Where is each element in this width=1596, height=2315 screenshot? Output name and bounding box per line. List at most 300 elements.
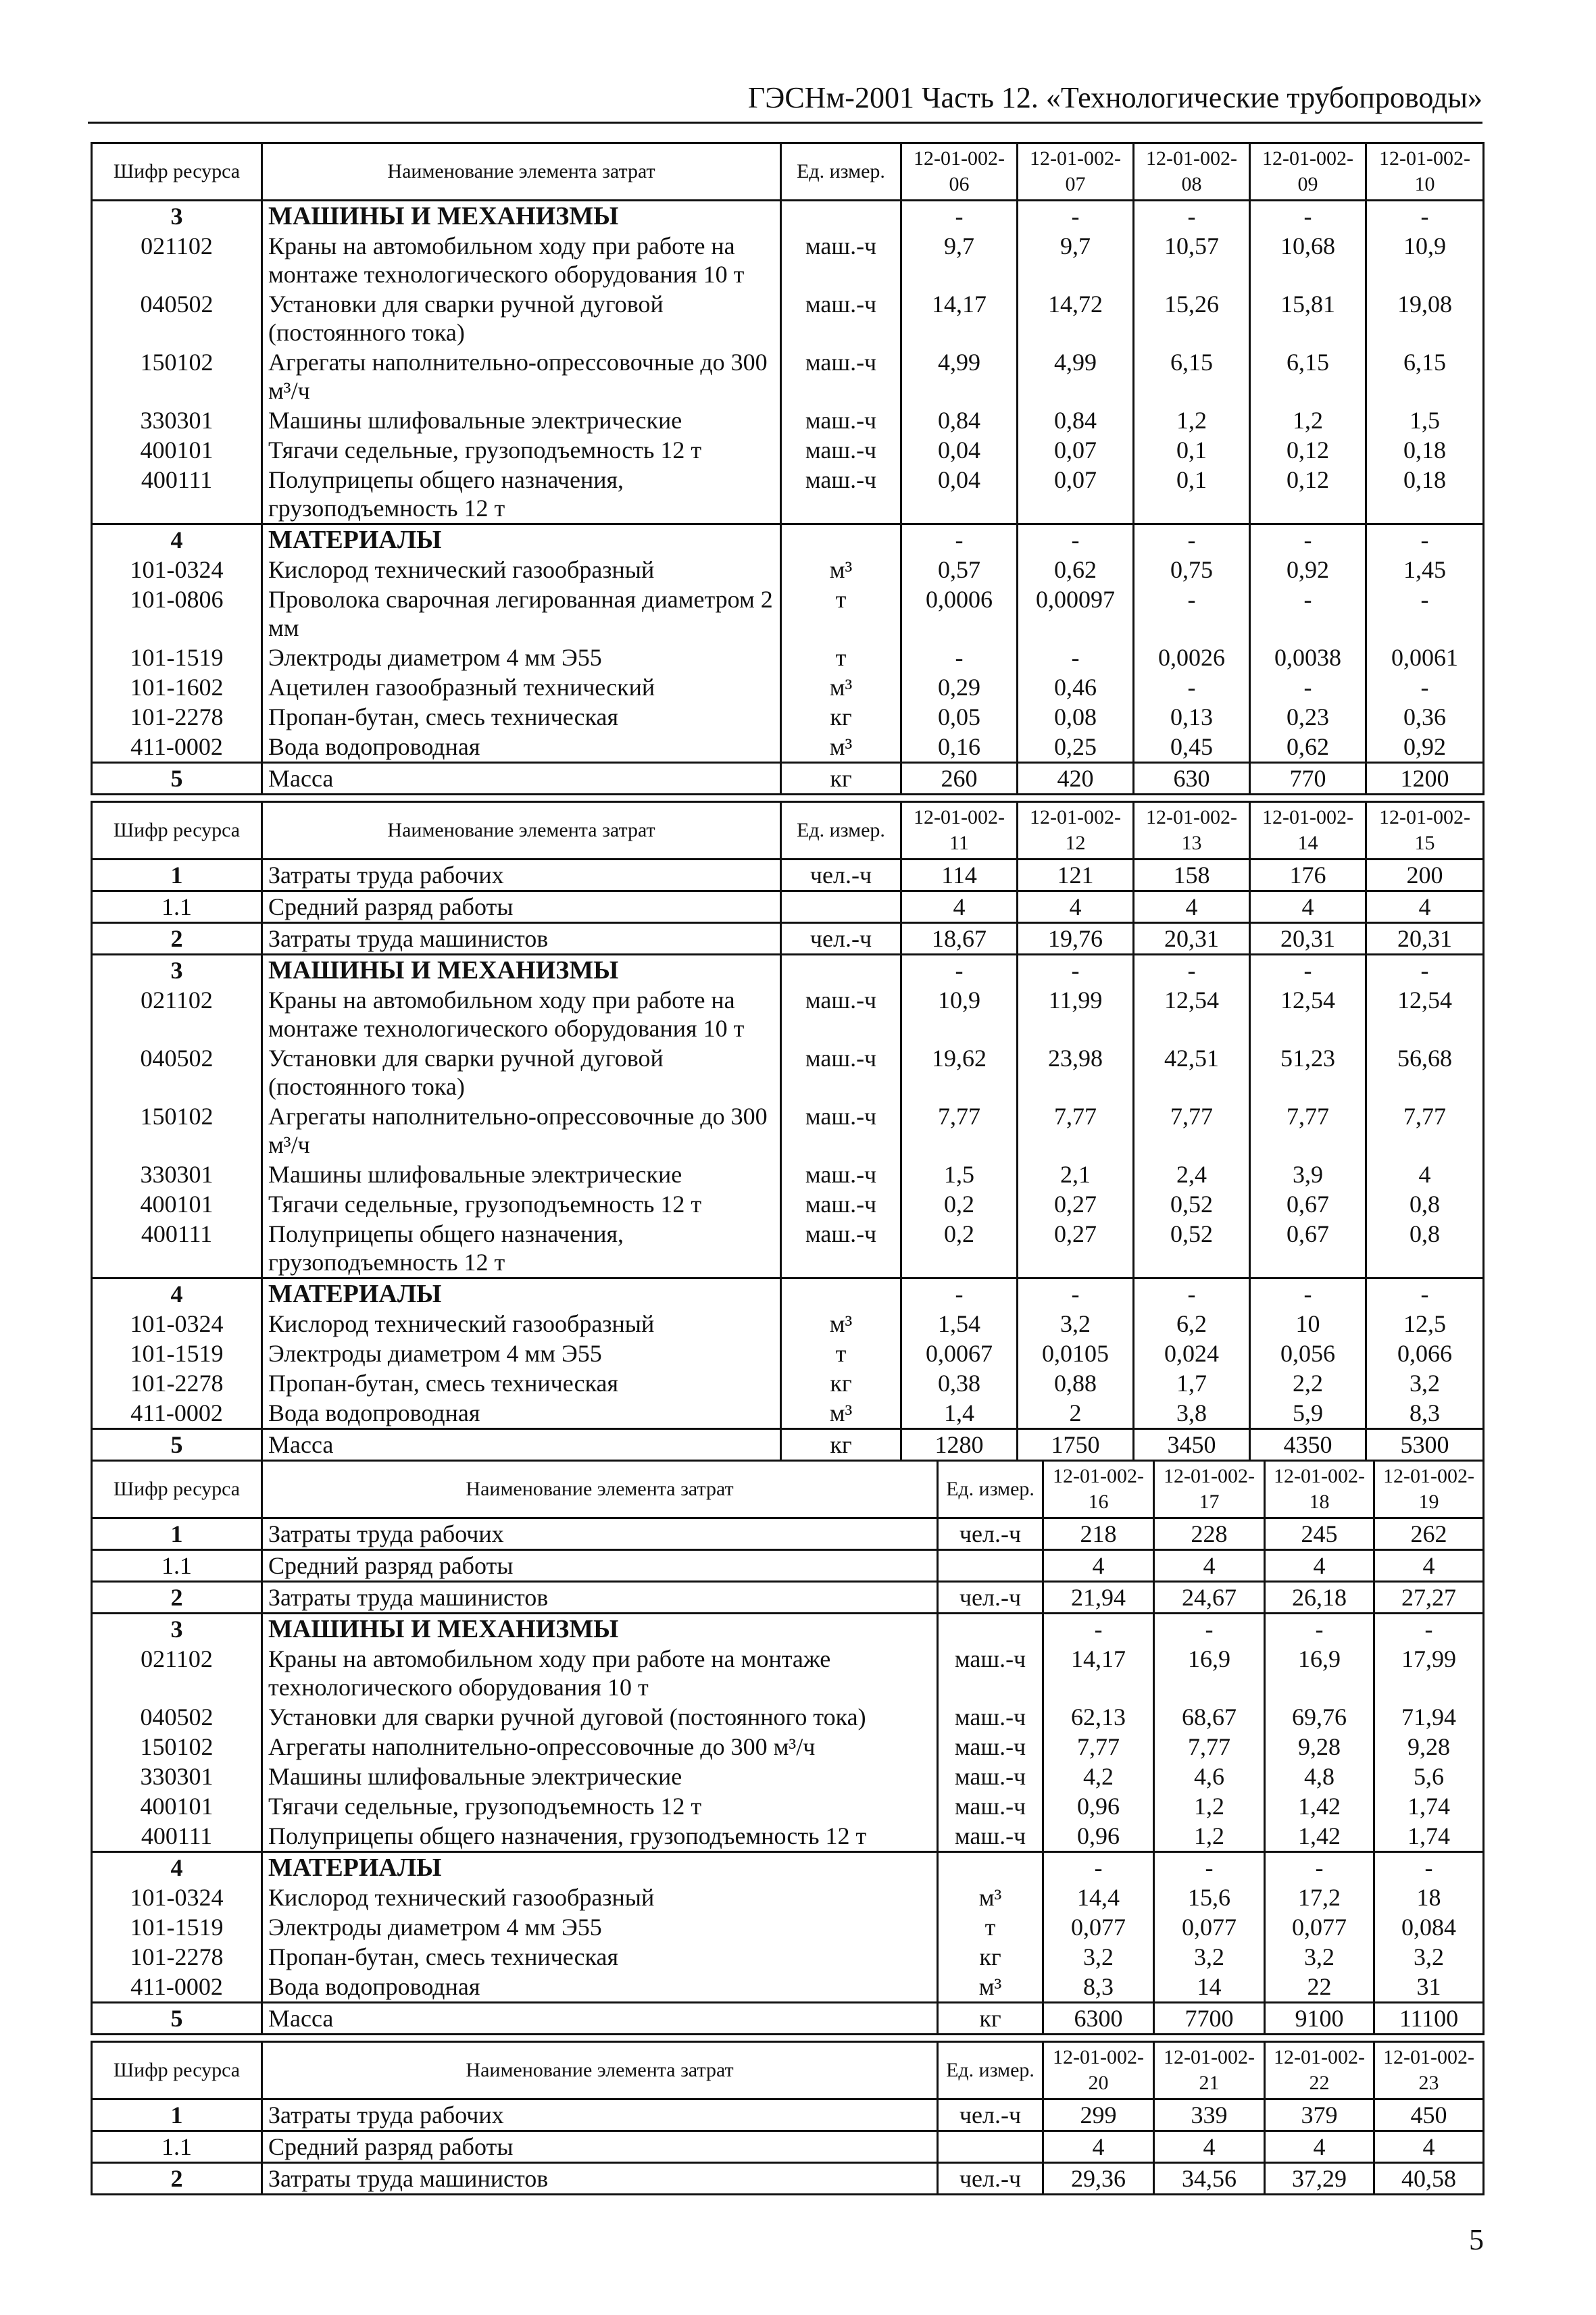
unit: кг — [938, 1942, 1043, 1972]
resource-code: 101-1519 — [92, 1912, 262, 1942]
resource-code: 101-2278 — [92, 1368, 262, 1398]
norm-value: 14,4 — [1043, 1883, 1154, 1912]
resource-code: 1 — [92, 1518, 262, 1550]
unit — [938, 2131, 1043, 2163]
norm-value: 0,05 — [901, 702, 1018, 732]
norm-value: - — [1018, 1278, 1134, 1310]
norm-value: 20,31 — [1250, 923, 1366, 955]
unit: м³ — [781, 732, 901, 763]
norm-value: 17,99 — [1374, 1644, 1484, 1702]
norm-value: 0,18 — [1366, 435, 1484, 465]
norm-value: - — [1134, 1278, 1250, 1310]
resource-code: 150102 — [92, 1101, 262, 1160]
norm-value: 158 — [1134, 860, 1250, 891]
unit: маш.-ч — [781, 231, 901, 289]
norm-value: 0,29 — [901, 672, 1018, 702]
cost-element-name: Краны на автомобильном ходу при работе на монтаже технологического оборудования 10 т — [262, 231, 781, 289]
cost-element-name: Электроды диаметром 4 мм Э55 — [262, 1339, 781, 1368]
unit: кг — [781, 763, 901, 795]
header-norm-code: 12-01-002-18 — [1265, 1461, 1374, 1518]
norm-value: 0,0067 — [901, 1339, 1018, 1368]
norm-value: 7,77 — [1018, 1101, 1134, 1160]
unit: чел.-ч — [781, 923, 901, 955]
unit: м³ — [781, 1309, 901, 1339]
cost-element-name: Затраты труда рабочих — [262, 1518, 938, 1550]
norm-value: 8,3 — [1043, 1972, 1154, 2003]
norm-value: 228 — [1154, 1518, 1265, 1550]
norm-value: 3,2 — [1374, 1942, 1484, 1972]
norm-value: - — [1366, 584, 1484, 643]
unit — [781, 891, 901, 923]
resource-code: 2 — [92, 2163, 262, 2195]
norm-value: 23,98 — [1018, 1043, 1134, 1101]
norm-value: 0,45 — [1134, 732, 1250, 763]
norm-value: 4,99 — [901, 347, 1018, 405]
norm-value: 18,67 — [901, 923, 1018, 955]
norm-value: 0,88 — [1018, 1368, 1134, 1398]
norm-value: 6,15 — [1134, 347, 1250, 405]
unit: чел.-ч — [781, 860, 901, 891]
norm-value: 12,54 — [1134, 985, 1250, 1043]
header-norm-code: 12-01-002-20 — [1043, 2042, 1154, 2099]
resource-code: 101-0324 — [92, 1883, 262, 1912]
header-norm-code: 12-01-002-15 — [1366, 802, 1484, 860]
norm-value: 3,9 — [1250, 1160, 1366, 1189]
norm-value: 9,7 — [901, 231, 1018, 289]
unit: чел.-ч — [938, 1582, 1043, 1614]
norm-value: - — [1134, 201, 1250, 232]
cost-element-name: Пропан-бутан, смесь техническая — [262, 1942, 938, 1972]
norm-value: 6,2 — [1134, 1309, 1250, 1339]
table-header-row — [92, 2042, 1484, 2099]
norm-value: 0,27 — [1018, 1219, 1134, 1278]
norm-value: 0,8 — [1366, 1219, 1484, 1278]
norm-value: 4 — [1366, 1160, 1484, 1189]
cost-element-name: Установки для сварки ручной дуговой (постоянного тока) — [262, 1043, 781, 1101]
resource-code: 5 — [92, 1429, 262, 1461]
cost-element-name: Полуприцепы общего назначения, грузоподъемность 12 т — [262, 465, 781, 524]
norm-value: 0,0105 — [1018, 1339, 1134, 1368]
norm-value: 450 — [1374, 2099, 1484, 2131]
unit: маш.-ч — [938, 1702, 1043, 1732]
cost-element-name: Кислород технический газообразный — [262, 1883, 938, 1912]
norm-value: - — [1250, 1278, 1366, 1310]
norm-value: 3,8 — [1134, 1398, 1250, 1429]
table-header-row — [92, 143, 1484, 201]
norm-value: 9100 — [1265, 2003, 1374, 2035]
norm-value: 0,077 — [1154, 1912, 1265, 1942]
norm-value: 0,077 — [1265, 1912, 1374, 1942]
norm-value: 22 — [1265, 1972, 1374, 2003]
resource-code: 040502 — [92, 289, 262, 347]
cost-element-name: Машины шлифовальные электрические — [262, 1762, 938, 1791]
unit: т — [781, 584, 901, 643]
unit — [781, 955, 901, 986]
norm-value: 0,18 — [1366, 465, 1484, 524]
table-row — [92, 1821, 1484, 1852]
norm-value: 0,16 — [901, 732, 1018, 763]
resource-code: 2 — [92, 923, 262, 955]
norm-value: 0,1 — [1134, 435, 1250, 465]
table-row — [92, 2131, 1484, 2163]
resource-code: 101-0324 — [92, 1309, 262, 1339]
table-row — [92, 1582, 1484, 1614]
cost-element-name: Электроды диаметром 4 мм Э55 — [262, 1912, 938, 1942]
norm-value: - — [1366, 201, 1484, 232]
norm-value: 4 — [1043, 2131, 1154, 2163]
norm-value: - — [901, 524, 1018, 555]
table-row — [92, 1852, 1484, 1883]
norm-value: 0,00097 — [1018, 584, 1134, 643]
unit: т — [938, 1912, 1043, 1942]
cost-element-name: Полуприцепы общего назначения, грузоподъемность 12 т — [262, 1219, 781, 1278]
resource-code: 400101 — [92, 1791, 262, 1821]
table-row — [92, 643, 1484, 672]
header-norm-code: 12-01-002-17 — [1154, 1461, 1265, 1518]
header-unit: Ед. измер. — [938, 1461, 1043, 1518]
header-norm-code: 12-01-002-21 — [1154, 2042, 1265, 2099]
cost-element-name: Агрегаты наполнительно-опрессовочные до 300 м³/ч — [262, 1101, 781, 1160]
norm-value: 5300 — [1366, 1429, 1484, 1461]
header-code: Шифр ресурса — [92, 143, 262, 201]
norm-value: 19,62 — [901, 1043, 1018, 1101]
norm-value: 7,77 — [901, 1101, 1018, 1160]
norm-value: 14,17 — [901, 289, 1018, 347]
header-norm-code: 12-01-002-22 — [1265, 2042, 1374, 2099]
norm-value: 31 — [1374, 1972, 1484, 2003]
norm-value: 8,3 — [1366, 1398, 1484, 1429]
norm-value: 1,5 — [901, 1160, 1018, 1189]
cost-element-name: Электроды диаметром 4 мм Э55 — [262, 643, 781, 672]
norm-value: 7,77 — [1134, 1101, 1250, 1160]
unit — [781, 1278, 901, 1310]
norm-value: 7,77 — [1043, 1732, 1154, 1762]
norm-value: 0,52 — [1134, 1219, 1250, 1278]
cost-element-name: Затраты труда рабочих — [262, 2099, 938, 2131]
norm-value: 21,94 — [1043, 1582, 1154, 1614]
header-name: Наименование элемента затрат — [262, 143, 781, 201]
cost-element-name: Краны на автомобильном ходу при работе на монтаже технологического оборудования 10 т — [262, 985, 781, 1043]
norm-value: 18 — [1374, 1883, 1484, 1912]
norm-value: 9,28 — [1265, 1732, 1374, 1762]
table-row — [92, 1614, 1484, 1645]
cost-element-name: Тягачи седельные, грузоподъемность 12 т — [262, 435, 781, 465]
cost-element-name: Затраты труда машинистов — [262, 2163, 938, 2195]
norm-value: - — [1134, 955, 1250, 986]
norm-value: 4 — [1154, 2131, 1265, 2163]
unit: м³ — [781, 1398, 901, 1429]
resource-code: 411-0002 — [92, 1398, 262, 1429]
table-row — [92, 555, 1484, 584]
table-row — [92, 2099, 1484, 2131]
table-row — [92, 763, 1484, 795]
norm-value: 5,9 — [1250, 1398, 1366, 1429]
cost-element-name: Средний разряд работы — [262, 1550, 938, 1582]
norm-value: - — [1250, 201, 1366, 232]
norm-value: 0,62 — [1250, 732, 1366, 763]
norm-value: 2,1 — [1018, 1160, 1134, 1189]
unit: кг — [938, 2003, 1043, 2035]
table-row — [92, 1912, 1484, 1942]
norm-value: 0,38 — [901, 1368, 1018, 1398]
norm-value: 12,5 — [1366, 1309, 1484, 1339]
cost-element-name: Пропан-бутан, смесь техническая — [262, 1368, 781, 1398]
header-code: Шифр ресурса — [92, 802, 262, 860]
norm-value: - — [1134, 584, 1250, 643]
cost-element-name: Масса — [262, 2003, 938, 2035]
header-norm-code: 12-01-002-19 — [1374, 1461, 1484, 1518]
norm-value: 4 — [1374, 1550, 1484, 1582]
norm-value: 9,7 — [1018, 231, 1134, 289]
cost-element-name: Установки для сварки ручной дуговой (постоянного тока) — [262, 1702, 938, 1732]
norm-value: 62,13 — [1043, 1702, 1154, 1732]
unit: маш.-ч — [938, 1762, 1043, 1791]
cost-element-name: Установки для сварки ручной дуговой (постоянного тока) — [262, 289, 781, 347]
norm-value: 51,23 — [1250, 1043, 1366, 1101]
norm-value: 10,57 — [1134, 231, 1250, 289]
unit: маш.-ч — [781, 1101, 901, 1160]
resource-code: 1 — [92, 860, 262, 891]
norm-value: 2 — [1018, 1398, 1134, 1429]
table-row — [92, 985, 1484, 1043]
norm-value: 0,25 — [1018, 732, 1134, 763]
table-row — [92, 891, 1484, 923]
norm-value: 0,84 — [901, 405, 1018, 435]
cost-element-name: МАТЕРИАЛЫ — [262, 1852, 938, 1883]
table-row — [92, 289, 1484, 347]
cost-element-name: Кислород технический газообразный — [262, 555, 781, 584]
norm-value: 1750 — [1018, 1429, 1134, 1461]
header-unit: Ед. измер. — [781, 802, 901, 860]
table-row — [92, 435, 1484, 465]
header-name: Наименование элемента затрат — [262, 1461, 938, 1518]
norm-value: 1,42 — [1265, 1821, 1374, 1852]
norm-value: 6300 — [1043, 2003, 1154, 2035]
page-number: 5 — [1469, 2223, 1484, 2256]
header-name: Наименование элемента затрат — [262, 802, 781, 860]
norm-value: - — [1250, 584, 1366, 643]
norm-value: 218 — [1043, 1518, 1154, 1550]
norm-value: 0,0038 — [1250, 643, 1366, 672]
norm-value: - — [1134, 672, 1250, 702]
norm-value: 0,36 — [1366, 702, 1484, 732]
norm-value: 0,024 — [1134, 1339, 1250, 1368]
resource-code: 150102 — [92, 347, 262, 405]
norm-value: 0,13 — [1134, 702, 1250, 732]
table-row — [92, 1702, 1484, 1732]
norm-value: - — [1366, 524, 1484, 555]
norm-value: 1,45 — [1366, 555, 1484, 584]
table-row — [92, 1101, 1484, 1160]
norm-value: 20,31 — [1366, 923, 1484, 955]
table-row — [92, 955, 1484, 986]
header-norm-code: 12-01-002-13 — [1134, 802, 1250, 860]
cost-element-name: Агрегаты наполнительно-опрессовочные до 300 м³/ч — [262, 1732, 938, 1762]
norm-value: 0,0006 — [901, 584, 1018, 643]
norm-value: 0,67 — [1250, 1189, 1366, 1219]
table-row — [92, 1160, 1484, 1189]
norm-value: 11100 — [1374, 2003, 1484, 2035]
norm-value: - — [1043, 1614, 1154, 1645]
resource-code: 101-1602 — [92, 672, 262, 702]
cost-element-name: Ацетилен газообразный технический — [262, 672, 781, 702]
norm-value: - — [901, 201, 1018, 232]
table-row — [92, 1972, 1484, 2003]
unit: м³ — [781, 555, 901, 584]
norm-value: 0,0026 — [1134, 643, 1250, 672]
norm-value: 15,81 — [1250, 289, 1366, 347]
norm-value: 7,77 — [1250, 1101, 1366, 1160]
table-row — [92, 347, 1484, 405]
resource-code: 4 — [92, 1278, 262, 1310]
norm-value: - — [1154, 1614, 1265, 1645]
resource-table-3 — [91, 1460, 1485, 2035]
unit: т — [781, 1339, 901, 1368]
unit: м³ — [781, 672, 901, 702]
norm-value: 0,8 — [1366, 1189, 1484, 1219]
unit: чел.-ч — [938, 2163, 1043, 2195]
norm-value: 16,9 — [1154, 1644, 1265, 1702]
norm-value: 2,2 — [1250, 1368, 1366, 1398]
resource-code: 101-1519 — [92, 643, 262, 672]
header-norm-code: 12-01-002-12 — [1018, 802, 1134, 860]
unit: маш.-ч — [781, 1189, 901, 1219]
norm-value: 379 — [1265, 2099, 1374, 2131]
norm-value: 1,7 — [1134, 1368, 1250, 1398]
norm-value: 17,2 — [1265, 1883, 1374, 1912]
unit: маш.-ч — [938, 1732, 1043, 1762]
resource-code: 5 — [92, 763, 262, 795]
header-code: Шифр ресурса — [92, 1461, 262, 1518]
unit: маш.-ч — [938, 1644, 1043, 1702]
norm-value: 34,56 — [1154, 2163, 1265, 2195]
norm-value: 3450 — [1134, 1429, 1250, 1461]
table-row — [92, 1732, 1484, 1762]
cost-element-name: Вода водопроводная — [262, 1972, 938, 2003]
norm-value: 6,15 — [1250, 347, 1366, 405]
norm-value: 0,2 — [901, 1219, 1018, 1278]
resource-code: 101-2278 — [92, 702, 262, 732]
unit: маш.-ч — [781, 465, 901, 524]
table-row — [92, 1644, 1484, 1702]
norm-value: 4350 — [1250, 1429, 1366, 1461]
norm-value: 4 — [1374, 2131, 1484, 2163]
cost-element-name: Пропан-бутан, смесь техническая — [262, 702, 781, 732]
norm-value: 12,54 — [1366, 985, 1484, 1043]
header-name: Наименование элемента затрат — [262, 2042, 938, 2099]
norm-value: 262 — [1374, 1518, 1484, 1550]
table-row — [92, 1883, 1484, 1912]
cost-element-name: Затраты труда машинистов — [262, 1582, 938, 1614]
page-header: ГЭСНм-2001 Часть 12. «Технологические трубопроводы» — [88, 80, 1482, 124]
norm-value: 16,9 — [1265, 1644, 1374, 1702]
cost-element-name: МАТЕРИАЛЫ — [262, 524, 781, 555]
resource-code: 400101 — [92, 1189, 262, 1219]
norm-value: 10 — [1250, 1309, 1366, 1339]
unit: маш.-ч — [781, 985, 901, 1043]
header-norm-code: 12-01-002-08 — [1134, 143, 1250, 201]
resource-code: 1.1 — [92, 2131, 262, 2163]
norm-value: 1,74 — [1374, 1791, 1484, 1821]
norm-value: 15,6 — [1154, 1883, 1265, 1912]
norm-value: 176 — [1250, 860, 1366, 891]
resource-code: 5 — [92, 2003, 262, 2035]
norm-value: 0,04 — [901, 465, 1018, 524]
norm-value: - — [901, 643, 1018, 672]
norm-value: 19,76 — [1018, 923, 1134, 955]
resource-code: 330301 — [92, 405, 262, 435]
norm-value: 14,72 — [1018, 289, 1134, 347]
norm-value: 4 — [1154, 1550, 1265, 1582]
header-norm-code: 12-01-002-14 — [1250, 802, 1366, 860]
norm-value: 29,36 — [1043, 2163, 1154, 2195]
norm-value: 1200 — [1366, 763, 1484, 795]
resource-code: 101-1519 — [92, 1339, 262, 1368]
norm-value: 1,2 — [1154, 1791, 1265, 1821]
norm-value: 200 — [1366, 860, 1484, 891]
norm-value: 420 — [1018, 763, 1134, 795]
resource-code: 150102 — [92, 1732, 262, 1762]
norm-value: 4 — [1134, 891, 1250, 923]
norm-value: 56,68 — [1366, 1043, 1484, 1101]
cost-element-name: МАШИНЫ И МЕХАНИЗМЫ — [262, 955, 781, 986]
cost-element-name: Проволока сварочная легированная диаметром 2 мм — [262, 584, 781, 643]
table-row — [92, 702, 1484, 732]
table-header-row — [92, 1461, 1484, 1518]
norm-value: 121 — [1018, 860, 1134, 891]
resource-code: 1 — [92, 2099, 262, 2131]
norm-value: - — [1018, 524, 1134, 555]
norm-value: - — [1250, 955, 1366, 986]
norm-value: 0,23 — [1250, 702, 1366, 732]
norm-value: - — [901, 955, 1018, 986]
unit: маш.-ч — [781, 289, 901, 347]
norm-value: 1,74 — [1374, 1821, 1484, 1852]
resource-code: 4 — [92, 1852, 262, 1883]
norm-value: 1,5 — [1366, 405, 1484, 435]
cost-element-name: Затраты труда машинистов — [262, 923, 781, 955]
norm-value: - — [1043, 1852, 1154, 1883]
cost-element-name: МАШИНЫ И МЕХАНИЗМЫ — [262, 1614, 938, 1645]
resource-code: 1.1 — [92, 891, 262, 923]
unit: кг — [781, 1368, 901, 1398]
unit: маш.-ч — [781, 405, 901, 435]
norm-value: 339 — [1154, 2099, 1265, 2131]
unit: чел.-ч — [938, 2099, 1043, 2131]
table-row — [92, 584, 1484, 643]
norm-value: 19,08 — [1366, 289, 1484, 347]
norm-value: 37,29 — [1265, 2163, 1374, 2195]
resource-table-4 — [91, 2041, 1485, 2195]
resource-code: 3 — [92, 955, 262, 986]
norm-value: 1,54 — [901, 1309, 1018, 1339]
table-row — [92, 2163, 1484, 2195]
unit: маш.-ч — [781, 435, 901, 465]
resource-code: 101-2278 — [92, 1942, 262, 1972]
norm-value: 3,2 — [1154, 1942, 1265, 1972]
table-row — [92, 1309, 1484, 1339]
norm-value: 4 — [1043, 1550, 1154, 1582]
norm-value: 4,8 — [1265, 1762, 1374, 1791]
cost-element-name: Затраты труда рабочих — [262, 860, 781, 891]
resource-code: 1.1 — [92, 1550, 262, 1582]
norm-value: - — [1374, 1852, 1484, 1883]
table-row — [92, 1518, 1484, 1550]
table-row — [92, 1762, 1484, 1791]
cost-element-name: Вода водопроводная — [262, 1398, 781, 1429]
resource-code: 400111 — [92, 1219, 262, 1278]
norm-value: - — [1018, 643, 1134, 672]
